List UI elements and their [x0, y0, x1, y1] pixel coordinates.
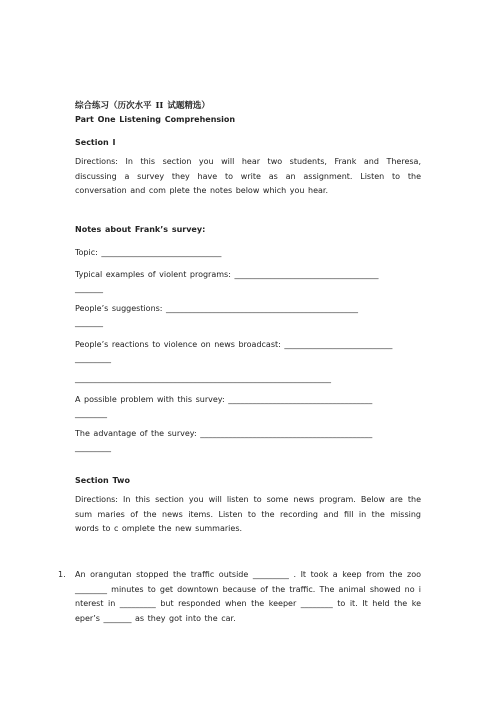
item-text: An orangutan stopped the traffic outside _________ . It took a keep from the zoo ________ minutes to get downtown because of the traffic. The animal showed no i nterest in _________ but responded when the keeper ________ to it. It held the ke eper’s _______ as they got into the car.	[75, 570, 421, 623]
notes-suggestions: People’s suggestions: ________________________________________________	[75, 304, 359, 313]
notes-typical-examples: Typical examples of violent programs: ____________________________________	[75, 270, 379, 279]
notes-possible-problem-cont: ________	[75, 409, 107, 418]
notes-suggestions-cont: _______	[75, 318, 103, 327]
section2-heading: Section Two	[75, 476, 130, 485]
document-title: 综合练习（历次水平 II 试题精选）	[75, 101, 210, 111]
section1-heading: Section I	[75, 138, 116, 147]
section2-directions: Directions: In this section you will listen to some news program. Below are the sum maries of the news items. Listen to the recording and fill in the missing words to c omplete the new summaries.	[75, 495, 421, 533]
notes-heading: Notes about Frank’s survey:	[75, 225, 206, 234]
notes-blank-line: ________________________________________________________________	[75, 374, 331, 383]
notes-reactions: People’s reactions to violence on news broadcast: ___________________________	[75, 340, 393, 349]
item-number: 1.	[58, 570, 66, 579]
notes-topic: Topic: ______________________________	[75, 248, 222, 257]
section1-directions: Directions: In this section you will hear two students, Frank and Theresa, discussing a survey they have to write as an assignment. Listen to the conversation and com plete the notes below which you hear.	[75, 157, 421, 195]
notes-advantage: The advantage of the survey: ___________________________________________	[75, 429, 373, 438]
notes-typical-examples-cont: _______	[75, 284, 103, 293]
part-heading: Part One Listening Comprehension	[75, 115, 236, 124]
notes-reactions-cont: _________	[75, 354, 111, 363]
notes-advantage-cont: _________	[75, 443, 111, 452]
notes-possible-problem: A possible problem with this survey: ____________________________________	[75, 395, 373, 404]
